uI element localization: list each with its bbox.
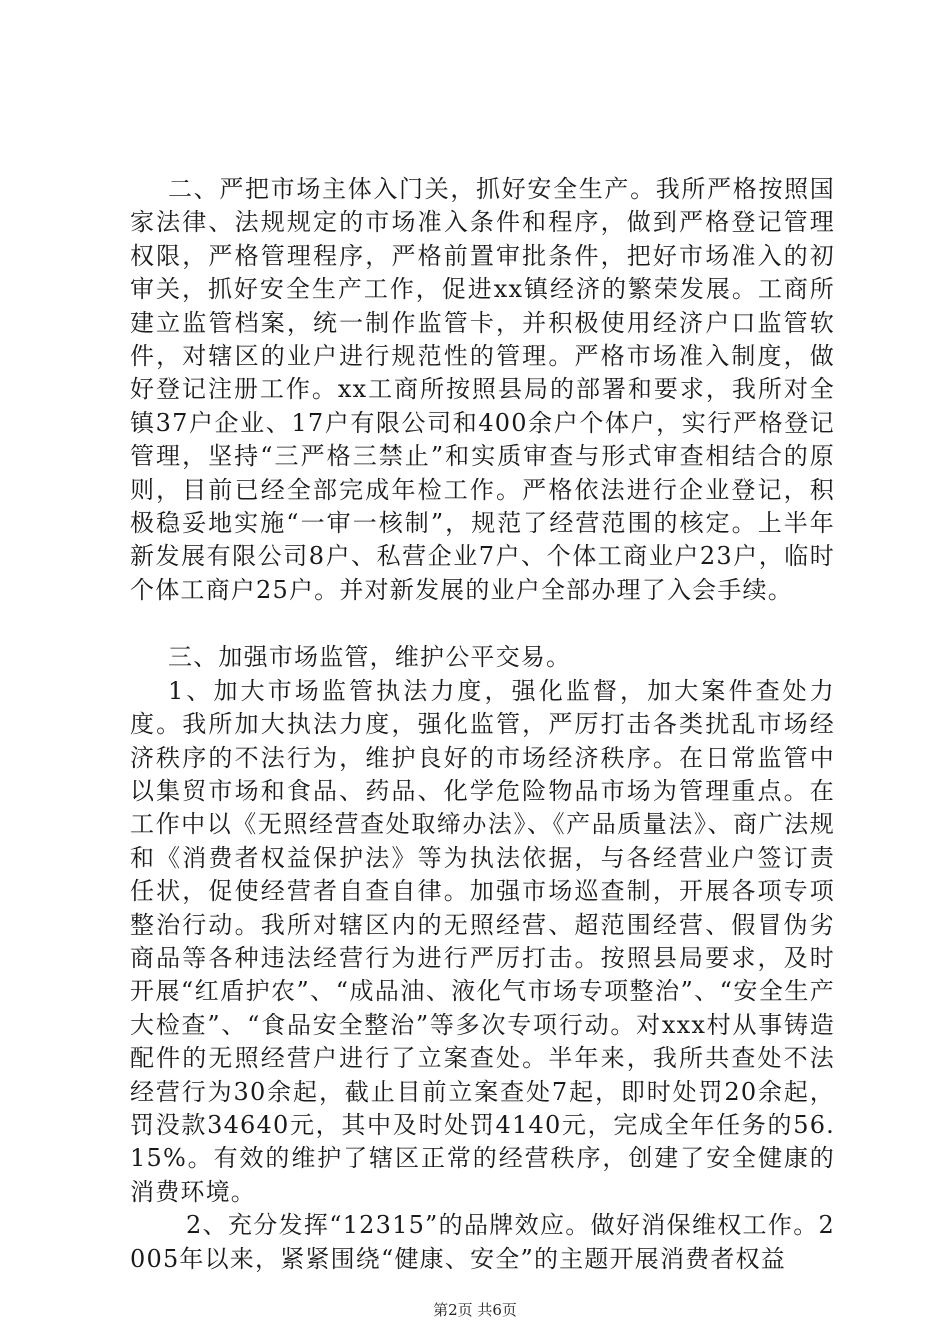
paragraph-12315-brand: 2、充分发挥“12315”的品牌效应。做好消保维权工作。2005年以来，紧紧围绕“健康、安全”的主题开展消费者权益 xyxy=(130,1211,835,1273)
paragraph-enforcement: 1、加大市场监管执法力度，强化监督，加大案件查处力度。我所加大执法力度，强化监管，严厉打击各类扰乱市场经济秩序的不法行为，维护良好的市场经济秩序。在日常监管中以集贸市场和食品、药品、化学危险物品市场为管理重点。在工作中以《无照经营查处取缔办法》、《产品质量法》、商广法规和《消费者权益保护法》等为执法依据，与各经营业户签订责任状，促使经营者自查自律。加强市场巡查制，开展各项专项整治行动。我所对辖区内的无照经营、超范围经营、假冒伪劣商品等各种违法经营行为进行严厉打击。按照县局要求，及时开展“红盾护农”、“成品油、液化气市场专项整治”、“安全生产大检查”、“食品安全整治”等多次专项行动。对xxx村从事铸造配件的无照经营户进行了立案查处。半年来，我所共查处不法经营行为30余起，截止目前立案查处7起，即时处罚20余起，罚没款34640元，其中及时处罚4140元，完成全年任务的56.15%。有效的维护了辖区正常的经营秩序，创建了安全健康的消费环境。 xyxy=(130,676,835,1206)
section-heading-market-supervision: 三、加强市场监管，维护公平交易。 xyxy=(168,643,572,672)
paragraph-gap xyxy=(130,607,835,641)
page-number-footer: 第2页 共6页 xyxy=(433,1301,517,1319)
document-body xyxy=(130,173,835,1276)
paragraph-market-entry: 二、严把市场主体入门关，抓好安全生产。我所严格按照国家法律、法规规定的市场准入条件和程序，做到严格登记管理权限，严格管理程序，严格前置审批条件，把好市场准入的初审关，抓好安全生产工作，促进xx镇经济的繁荣发展。工商所建立监管档案，统一制作监管卡，并积极使用经济户口监管软件，对辖区的业户进行规范性的管理。严格市场准入制度，做好登记注册工作。xx工商所按照县局的部署和要求，我所对全镇37户企业、17户有限公司和400余户个体户，实行严格登记管理，坚持“三严格三禁止”和实质审查与形式审查相结合的原则，目前已经全部完成年检工作。严格依法进行企业登记，积极稳妥地实施“一审一核制”，规范了经营范围的核定。上半年新发展有限公司8户、私营企业7户、个体工商业户23户，临时个体工商户25户。并对新发展的业户全部办理了入会手续。 xyxy=(130,175,835,604)
